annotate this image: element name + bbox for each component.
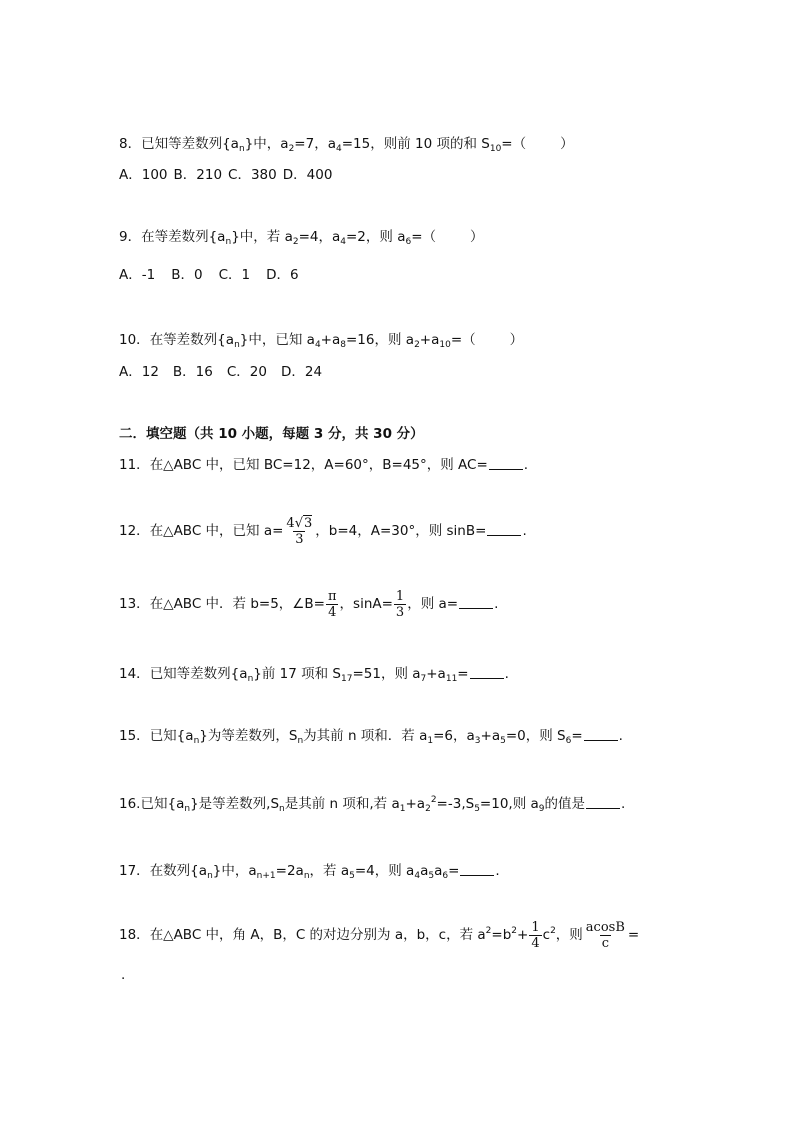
option-b: B．0 bbox=[171, 267, 203, 283]
option-b: B．16 bbox=[172, 364, 213, 380]
option-d: D．400 bbox=[282, 167, 333, 183]
answer-blank bbox=[584, 728, 618, 741]
answer-blank bbox=[460, 863, 494, 876]
question-17: 17．在数列$\{a_n\}$中，$a_{n+1}=2a_n$，若 $a_5=4$，则 $a_4a_5a_6=$ . bbox=[119, 863, 500, 881]
question-15: 15．已知$\{a_n\}$为等差数列，$S_n$为其前 n 项和．若 $a_1=6$，$a_3+a_5=0$，则 $S_6=$ . bbox=[119, 728, 623, 746]
question-number: 15． bbox=[119, 728, 150, 744]
fraction-1-over-4: $\frac{1}{4}$ bbox=[531, 919, 540, 951]
answer-blank bbox=[586, 796, 620, 809]
question-number: 17． bbox=[119, 863, 150, 879]
answer-blank bbox=[489, 457, 523, 470]
question-14: 14．已知等差数列$\{a_n\}$前 17 项和 $S_{17}=51$，则 $a_7+a_{11}=$ . bbox=[119, 666, 509, 684]
option-c: C．20 bbox=[226, 364, 267, 380]
option-a: A．12 bbox=[119, 364, 159, 380]
question-13: 13．在△ABC 中．若 b=5，∠B= $\frac{\pi}{4}$ ，sinA= $\frac{1}{3}$ ，则 a= . bbox=[119, 588, 499, 620]
option-a: A．100 bbox=[119, 167, 168, 183]
question-9-options bbox=[119, 266, 299, 284]
section-heading: 二．填空题（共 10 小题，每题 3 分，共 30 分） bbox=[119, 426, 424, 442]
question-8-options bbox=[119, 166, 332, 184]
question-10: 10．在等差数列$\{a_n\}$中，已知 $a_4+a_8=16$，则 $a_2+a_{10}=$（ ） bbox=[119, 332, 524, 350]
question-18-blank-line: . bbox=[121, 967, 126, 983]
option-a: A．-1 bbox=[119, 267, 156, 283]
question-8: 8．已知等差数列$\{a_n\}$中，$a_2=7$，$a_4=15$，则前 10 项的和 $S_{10}=$（ ） bbox=[119, 136, 574, 154]
question-16: 16.已知$\{a_n\}$是等差数列$,S_n$是其前 n 项和,若 $a_1+a_2^2=-3,S_5=10$,则 $a_9$的值是 . bbox=[119, 795, 626, 814]
question-number: 13． bbox=[119, 596, 150, 612]
question-12: 12．在△ABC 中，已知 a= $\frac{4√3}{3}$ ，b=4，A=30°，则 sinB= . bbox=[119, 515, 527, 547]
fraction-pi-over-4: $\frac{\pi}{4}$ bbox=[327, 588, 337, 620]
fraction-4sqrt3-over-3: $\frac{4√3}{3}$ bbox=[286, 515, 313, 547]
option-c: C．380 bbox=[228, 167, 277, 183]
answer-blank bbox=[487, 523, 521, 536]
option-d: D．24 bbox=[280, 364, 323, 380]
question-11: 11．在△ABC 中，已知 BC=12，A=60°，B=45°，则 AC= . bbox=[119, 457, 529, 473]
answer-blank bbox=[459, 596, 493, 609]
question-10-options bbox=[119, 363, 322, 381]
question-number: 18． bbox=[119, 927, 150, 943]
question-number: 16. bbox=[119, 796, 141, 812]
option-b: B．210 bbox=[173, 167, 223, 183]
answer-blank bbox=[470, 666, 504, 679]
sqrt-icon: √ bbox=[294, 515, 303, 531]
question-number: 14． bbox=[119, 666, 150, 682]
question-number: 11． bbox=[119, 457, 150, 473]
fraction-acosb-over-c: $\frac{acosB}{c}$ bbox=[585, 919, 625, 951]
question-9: 9．在等差数列$\{a_n\}$中，若 $a_2=4$，$a_4=2$，则 $a_6=$（ ） bbox=[119, 229, 484, 247]
question-number: 9． bbox=[119, 229, 142, 245]
question-number: 10． bbox=[119, 332, 150, 348]
option-d: D．6 bbox=[266, 267, 299, 283]
question-18: 18．在△ABC 中，角 A，B，C 的对边分别为 a，b，c，若 $a^2=b^2+$ $\frac{1}{4}$ $c^2$，则 $\frac{acosB}{c}$ = bbox=[119, 919, 640, 951]
fraction-1-over-3: $\frac{1}{3}$ bbox=[395, 588, 405, 620]
question-number: 12． bbox=[119, 523, 150, 539]
option-c: C．1 bbox=[218, 267, 251, 283]
question-number: 8． bbox=[119, 136, 142, 152]
